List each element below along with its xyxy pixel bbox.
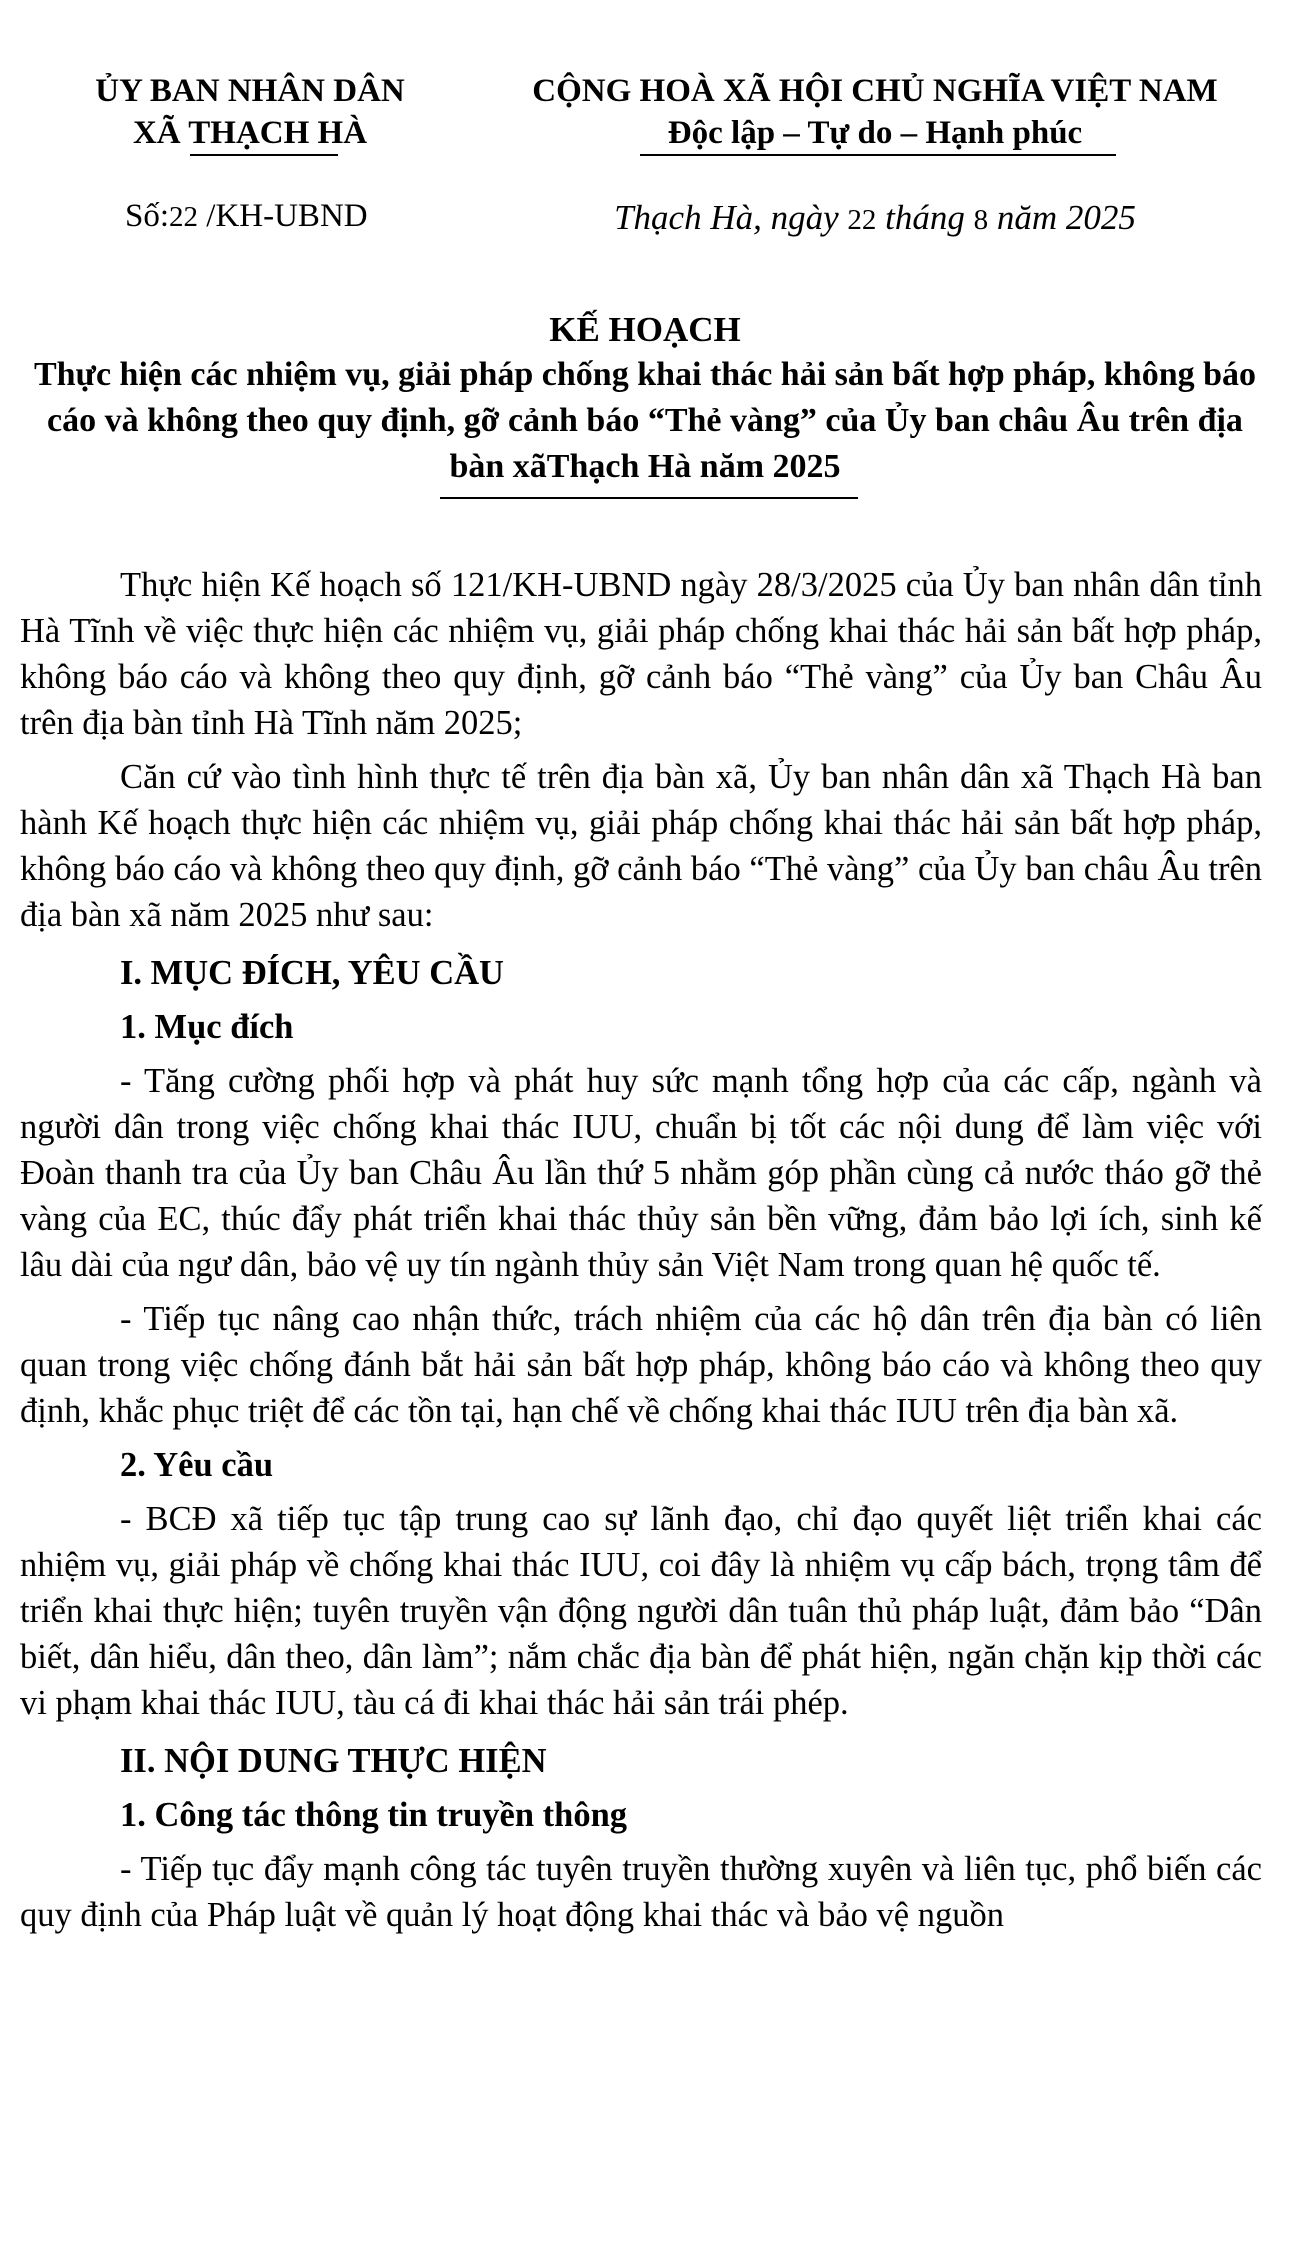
- intro-paragraph-2: Căn cứ vào tình hình thực tế trên địa bàn xã, Ủy ban nhân dân xã Thạch Hà ban hành Kế hoạch thực hiện các nhiệm vụ, giải pháp chống khai thác hải sản bất hợp pháp, không báo cáo và không theo quy định, gỡ cảnh báo “Thẻ vàng” của Ủy ban châu Âu trên địa bàn xã năm 2025 như sau:: [20, 758, 1262, 934]
- national-motto: Độc lập – Tự do – Hạnh phúc: [667, 115, 1083, 151]
- motto-underline: [640, 154, 1116, 156]
- document-title: [20, 308, 1270, 490]
- section-heading-1: I. MỤC ĐÍCH, YÊU CẦU: [120, 954, 504, 992]
- subsection-heading-requirements: 2. Yêu cầu: [120, 1446, 274, 1484]
- date-month-label: tháng: [876, 198, 974, 237]
- section-heading-2: II. NỘI DUNG THỰC HIỆN: [120, 1742, 547, 1780]
- subsection-heading-communications: 1. Công tác thông tin truyền thông: [120, 1796, 628, 1834]
- date-month: 8: [973, 204, 989, 236]
- document-date: [480, 195, 1270, 243]
- national-heading: [480, 70, 1270, 154]
- number-value: 22: [169, 201, 199, 233]
- number-prefix: Số:: [125, 198, 170, 234]
- subsection-heading-purpose: 1. Mục đích: [120, 1008, 294, 1046]
- authority-line-2: XÃ THẠCH HÀ: [132, 115, 368, 151]
- nation-name: CỘNG HOÀ XÃ HỘI CHỦ NGHĨA VIỆT NAM: [532, 73, 1218, 109]
- document-body: [20, 562, 1262, 1946]
- communications-paragraph-1: - Tiếp tục đẩy mạnh công tác tuyên truyền thường xuyên và liên tục, phổ biến các quy định của Pháp luật về quản lý hoạt động khai thác và bảo vệ nguồn: [20, 1850, 1262, 1934]
- purpose-paragraph-1: - Tăng cường phối hợp và phát huy sức mạnh tổng hợp của các cấp, ngành và người dân trong việc chống khai thác IUU, chuẩn bị tốt các nội dung để làm việc với Đoàn thanh tra của Ủy ban Châu Âu lần thứ 5 nhằm góp phần cùng cả nước tháo gỡ thẻ vàng của EC, thúc đẩy phát triển khai thác thủy sản bền vững, đảm bảo lợi ích, sinh kế lâu dài của ngư dân, bảo vệ uy tín ngành thủy sản Việt Nam trong quan hệ quốc tế.: [20, 1062, 1262, 1284]
- title-main: KẾ HOẠCH: [549, 310, 741, 349]
- issuing-authority: [60, 70, 440, 154]
- date-place: Thạch Hà, ngày: [614, 198, 848, 237]
- authority-line-1: ỦY BAN NHÂN DÂN: [95, 73, 405, 109]
- authority-underline: [190, 154, 338, 156]
- date-year: năm 2025: [988, 198, 1136, 237]
- date-day: 22: [847, 204, 877, 236]
- purpose-paragraph-2: - Tiếp tục nâng cao nhận thức, trách nhiệm của các hộ dân trên địa bàn có liên quan trong việc chống đánh bắt hải sản bất hợp pháp, không báo cáo và không theo quy định, khắc phục triệt để các tồn tại, hạn chế về chống khai thác IUU trên địa bàn xã.: [20, 1300, 1262, 1430]
- intro-paragraph-1: Thực hiện Kế hoạch số 121/KH-UBND ngày 28/3/2025 của Ủy ban nhân dân tỉnh Hà Tĩnh về việc thực hiện các nhiệm vụ, giải pháp chống khai thác hải sản bất hợp pháp, không báo cáo và không theo quy định, gỡ cảnh báo “Thẻ vàng” của Ủy ban Châu Âu trên địa bàn tỉnh Hà Tĩnh năm 2025;: [20, 566, 1262, 742]
- title-underline: [440, 497, 858, 499]
- title-subtitle: Thực hiện các nhiệm vụ, giải pháp chống khai thác hải sản bất hợp pháp, không báo cáo và không theo quy định, gỡ cảnh báo “Thẻ vàng” của Ủy ban châu Âu trên địa bàn xãThạch Hà năm 2025: [33, 356, 1257, 485]
- number-suffix: /KH-UBND: [198, 198, 368, 234]
- requirements-paragraph-1: - BCĐ xã tiếp tục tập trung cao sự lãnh đạo, chỉ đạo quyết liệt triển khai các nhiệm vụ, giải pháp về chống khai thác IUU, coi đây là nhiệm vụ cấp bách, trọng tâm để triển khai thực hiện; tuyên truyền vận động người dân tuân thủ pháp luật, đảm bảo “Dân biết, dân hiểu, dân theo, dân làm”; nắm chắc địa bàn để phát hiện, ngăn chặn kịp thời các vi phạm khai thác IUU, tàu cá đi khai thác hải sản trái phép.: [20, 1500, 1262, 1722]
- document-number: [125, 195, 368, 238]
